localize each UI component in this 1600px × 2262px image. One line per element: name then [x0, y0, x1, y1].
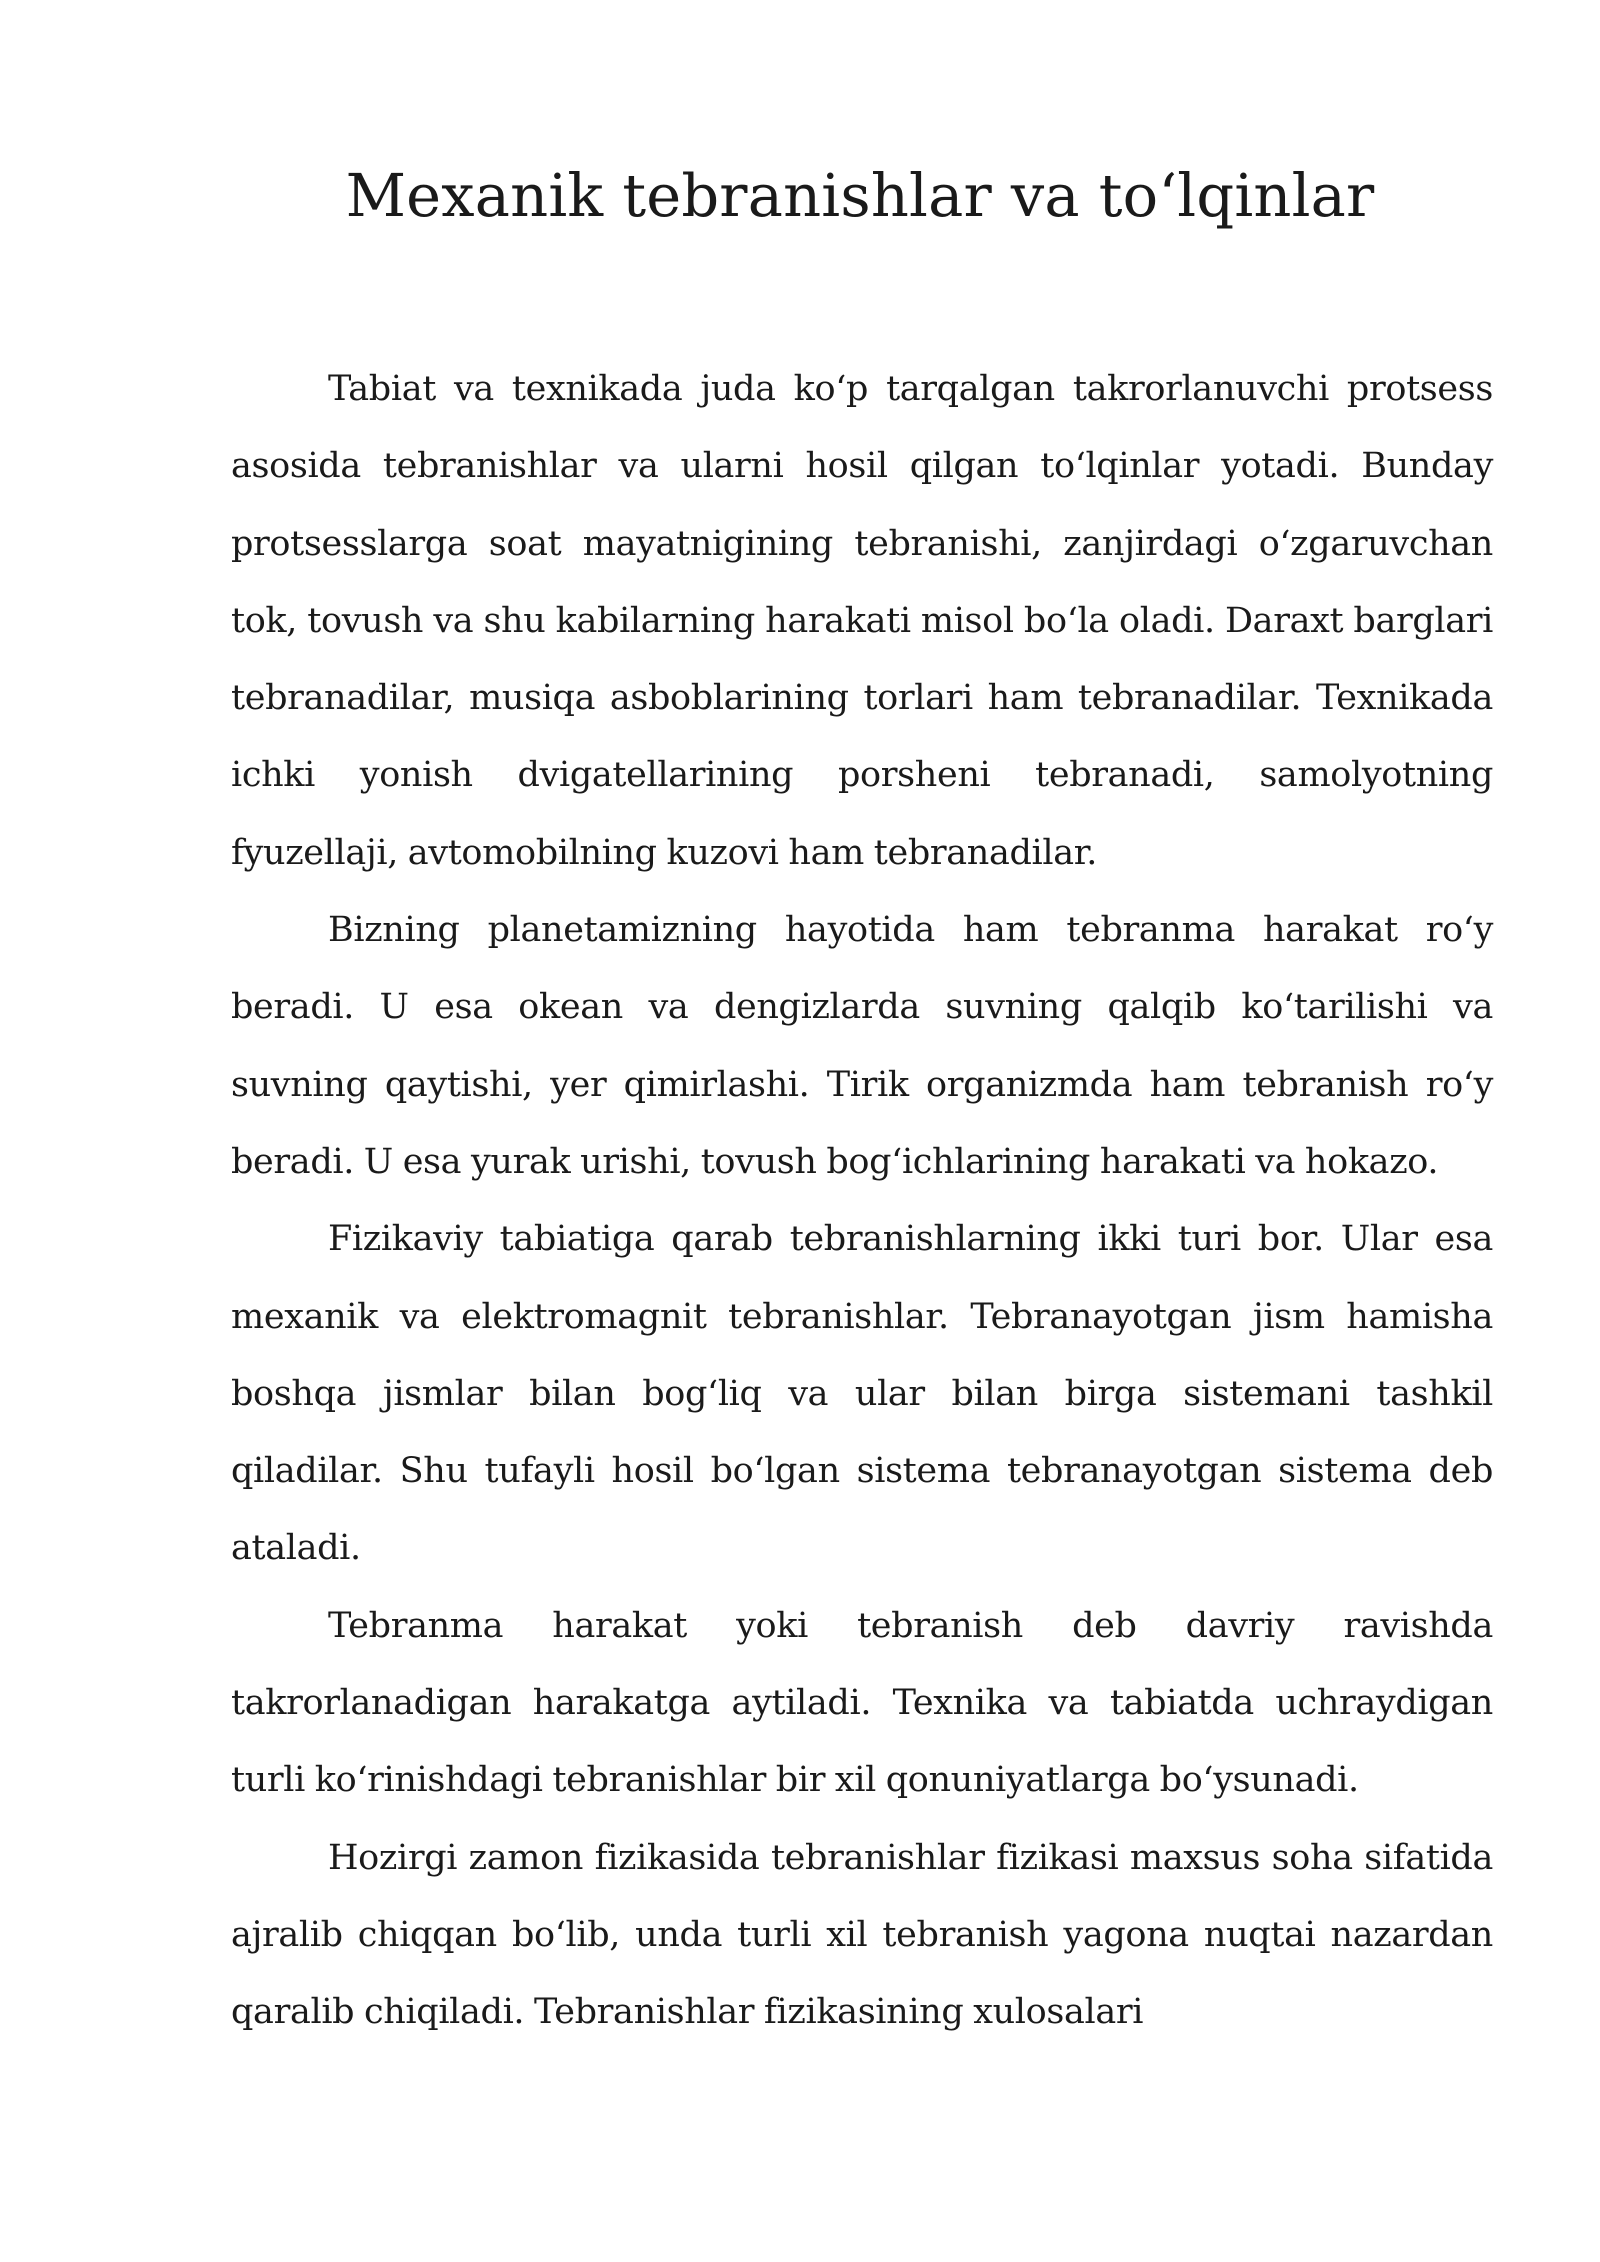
document-body	[231, 351, 1493, 2052]
paragraph: Tabiat va texnikada juda ko‘p tarqalgan takrorlanuvchi protsess asosida tebranishlar va ularni hosil qilgan to‘lqinlar yotadi. Bunday protsesslarga soat mayatnigining tebranishi, zanjirdagi o‘zgaruvchan tok, tovush va shu kabilarning harakati misol bo‘la oladi. Daraxt barglari tebranadilar, musiqa asboblarining torlari ham tebranadilar. Texnikada ichki yonish dvigatellarining porsheni tebranadi, samolyotning fyuzellaji, avtomobilning kuzovi ham tebranadilar.	[231, 369, 1493, 873]
paragraph: Hozirgi zamon fizikasida tebranishlar fizikasi maxsus soha sifatida ajralib chiqqan bo‘lib, unda turli xil tebranish yagona nuqtai nazardan qaralib chiqiladi. Tebranishlar fizikasining xulosalari	[231, 1837, 1493, 2033]
paragraph: Tebranma harakat yoki tebranish deb davriy ravishda takrorlanadigan harakatga aytiladi. Texnika va tabiatda uchraydigan turli ko‘rinishdagi tebranishlar bir xil qonuniyatlarga bo‘ysunadi.	[231, 1605, 1493, 1801]
document-title: Mexanik tebranishlar va to‘lqinlar	[345, 161, 1375, 230]
paragraph: Bizning planetamizning hayotida ham tebranma harakat ro‘y beradi. U esa okean va dengizlarda suvning qalqib ko‘tarilishi va suvning qaytishi, yer qimirlashi. Tirik organizmda ham tebranish ro‘y beradi. U esa yurak urishi, tovush bog‘ichlarining harakati va hokazo.	[231, 910, 1493, 1182]
paragraph: Fizikaviy tabiatiga qarab tebranishlarning ikki turi bor. Ular esa mexanik va elektromagnit tebranishlar. Tebranayotgan jism hamisha boshqa jismlar bilan bog‘liq va ular bilan birga sistemani tashkil qiladilar. Shu tufayli hosil bo‘lgan sistema tebranayotgan sistema deb ataladi.	[231, 1219, 1493, 1569]
